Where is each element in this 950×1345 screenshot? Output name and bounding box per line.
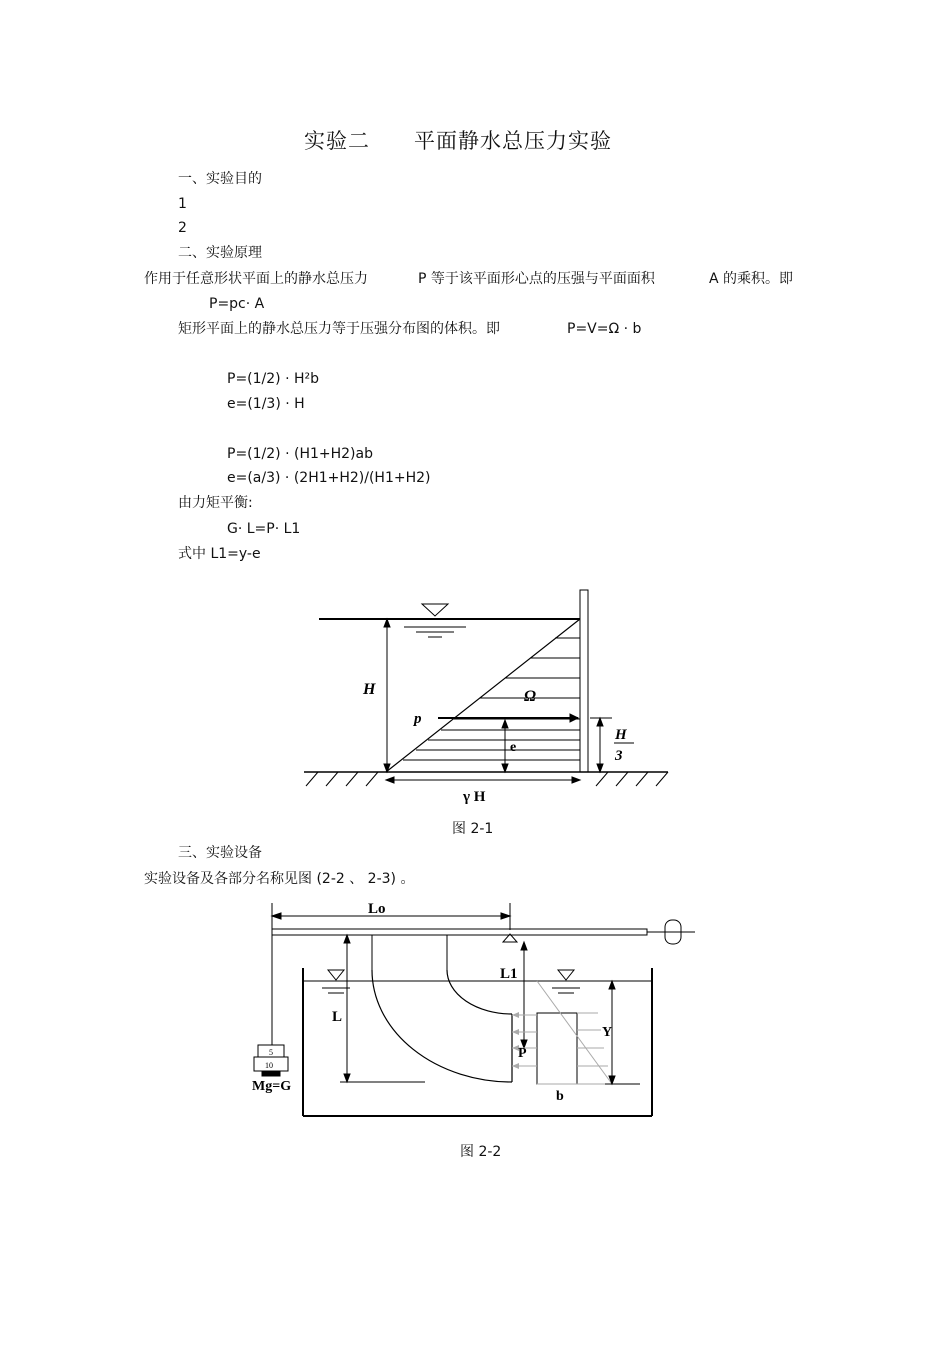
section2-heading: 二、实验原理 (178, 245, 262, 261)
moment-balance-label: 由力矩平衡: (178, 495, 253, 511)
fig1-label-e: e (510, 740, 517, 755)
section1-heading: 一、实验目的 (178, 171, 262, 187)
fig2-label-lo: Lo (368, 901, 386, 917)
principle-text-b: P 等于该平面形心点的压强与平面面积 (418, 271, 655, 287)
page-title-part2: 平面静水总压力实验 (414, 129, 612, 153)
formula-p-half-h2b: P=(1/2) · H²b (227, 371, 320, 387)
formula-p-pc-a: P=pc· A (209, 296, 265, 312)
formula-e-third-h: e=(1/3) · H (227, 396, 305, 412)
formula-l1: 式中 L1=y-e (178, 546, 261, 562)
formula-e-trapezoid: e=(a/3) · (2H1+H2)/(H1+H2) (227, 470, 431, 486)
figure-2-2-caption: 图 2-2 (460, 1144, 502, 1160)
fig1-label-gamma-h: γ H (463, 789, 486, 805)
fig2-label-p: P (518, 1046, 527, 1061)
fig1-label-h3-num: H (615, 727, 627, 743)
fig2-label-b: b (556, 1089, 564, 1104)
fig2-weight-bottom: 10 (265, 1061, 273, 1070)
fig1-label-h3-den: 3 (615, 748, 623, 764)
formula-p-trapezoid: P=(1/2) · (H1+H2)ab (227, 446, 373, 462)
fig1-label-omega: Ω (524, 688, 536, 705)
fig2-weight-top: 5 (269, 1048, 273, 1057)
rect-plane-text: 矩形平面上的静水总压力等于压强分布图的体积。即 (178, 321, 500, 337)
fig1-label-p: p (414, 711, 422, 727)
page-title-part1: 实验二 (304, 129, 370, 153)
fig2-label-y: Y (602, 1025, 613, 1040)
section1-item2: 2 (178, 220, 187, 236)
fig1-label-h: H (363, 681, 376, 698)
formula-p-v: P=V=Ω · b (567, 321, 642, 337)
fig2-label-l: L (332, 1009, 343, 1025)
section3-heading: 三、实验设备 (178, 845, 262, 861)
section1-item1: 1 (178, 196, 187, 212)
principle-text-c: A 的乘积。即 (709, 271, 794, 287)
figure-2-1-caption: 图 2-1 (452, 821, 494, 837)
fig2-label-mg: Mg=G (252, 1079, 292, 1094)
fig2-label-l1: L1 (500, 966, 518, 982)
principle-text-a: 作用于任意形状平面上的静水总压力 (144, 271, 368, 287)
equipment-text: 实验设备及各部分名称见图 (2-2 、 2-3) 。 (144, 871, 415, 887)
formula-moment: G· L=P· L1 (227, 521, 301, 537)
